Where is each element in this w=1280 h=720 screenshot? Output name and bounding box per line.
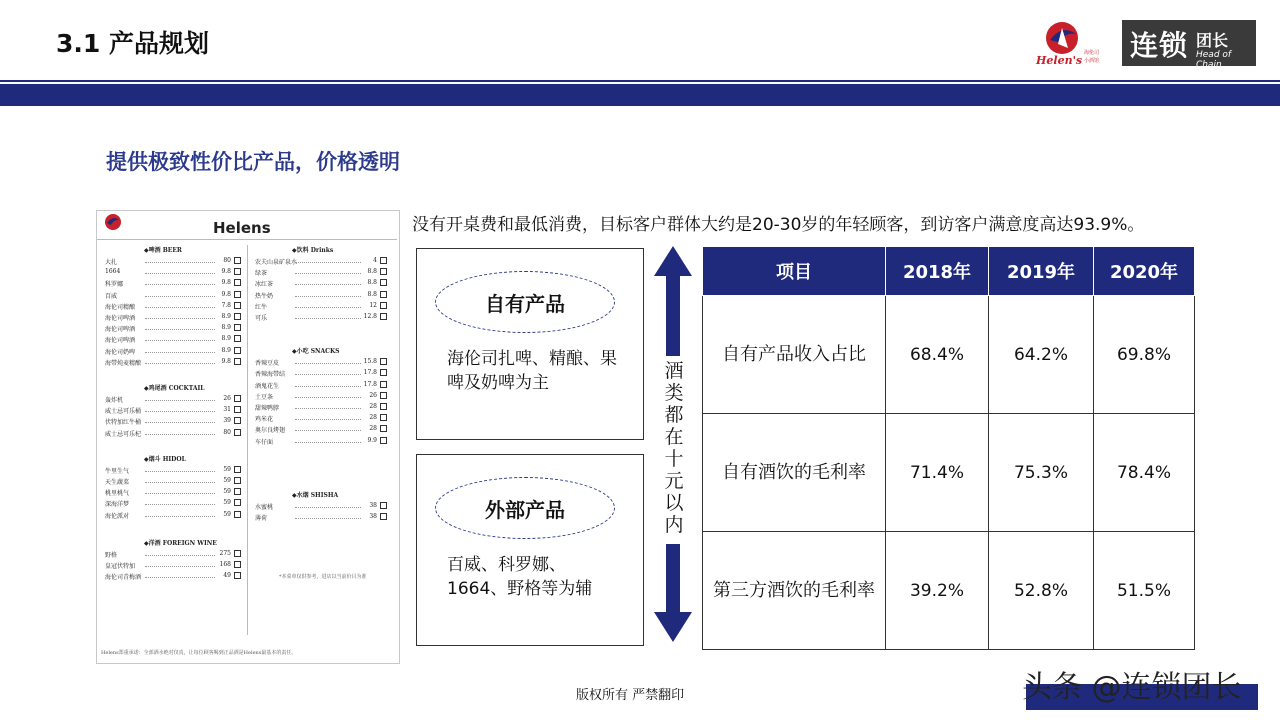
menu-item-checkbox — [380, 425, 387, 432]
menu-item-name: 奥尔良烤翅 — [255, 427, 286, 435]
menu-footer: Helens郑重承诺：全部酒水绝对仅真，让每位顾客喝到正品酒是Helens最基本的责任。 — [101, 650, 297, 656]
menu-item-checkbox — [234, 477, 241, 484]
menu-section-heading: ◆水烟 SHISHA — [292, 491, 339, 499]
menu-item-checkbox — [234, 257, 241, 264]
menu-item-name: 海伦司精酿 — [105, 303, 136, 311]
menu-item-checkbox — [380, 392, 387, 399]
header-divider — [0, 80, 1280, 82]
menu-item-checkbox — [380, 403, 387, 410]
menu-item-leader — [295, 261, 361, 263]
menu-item-price: 39 — [223, 417, 231, 425]
menu-item-name: 海伦司奶啤 — [105, 348, 136, 356]
menu-item-leader — [295, 272, 361, 274]
menu-item-checkbox — [380, 257, 387, 264]
table-header-cell: 2020年 — [1094, 247, 1195, 296]
table-row — [703, 414, 1195, 532]
menu-item — [105, 550, 243, 559]
menu-item-checkbox — [234, 417, 241, 424]
menu-item — [105, 347, 243, 356]
page-title: 3.1 产品规划 — [56, 29, 209, 58]
menu-item-name: 轰炸机 — [105, 397, 124, 404]
menu-item — [105, 511, 243, 520]
menu-item-checkbox — [234, 279, 241, 286]
menu-item-leader — [295, 385, 361, 387]
menu-item-name: 深海洋梦 — [105, 501, 130, 509]
menu-item-leader — [295, 317, 361, 319]
menu-item-checkbox — [234, 488, 241, 495]
menu-item-checkbox — [380, 268, 387, 275]
menu-item-name: 野格 — [105, 551, 118, 559]
menu-item-leader — [295, 418, 361, 420]
menu-item — [105, 477, 243, 486]
svg-text:海伦司: 海伦司 — [1084, 50, 1100, 56]
menu-item-checkbox — [234, 268, 241, 275]
menu-item-checkbox — [380, 279, 387, 286]
menu-item-checkbox — [380, 358, 387, 365]
table-header-row — [703, 247, 1195, 296]
menu-item-name: 天生蔬菜 — [105, 479, 130, 486]
menu-item-name: 鸡米花 — [255, 416, 274, 424]
menu-item-checkbox — [234, 291, 241, 298]
menu-item-price: 31 — [223, 406, 231, 414]
menu-item — [255, 257, 389, 266]
menu-item — [105, 417, 243, 426]
menu-item-name: 车仔面 — [255, 438, 274, 446]
arrow-caption-char: 以 — [664, 492, 684, 514]
section-subtitle: 提供极致性价比产品，价格透明 — [106, 150, 400, 174]
menu-item-leader — [145, 272, 215, 274]
menu-item-name: 海伦司啤酒 — [105, 326, 136, 334]
menu-item-leader — [145, 576, 215, 578]
menu-item-name: 香辣豆皮 — [255, 360, 280, 368]
table-cell: 39.2% — [886, 532, 989, 650]
arrow-caption-char: 元 — [664, 470, 684, 492]
logo-chain-en: Head of Chain — [1196, 50, 1232, 70]
menu-item-name: 1664 — [105, 268, 121, 276]
menu-item-checkbox — [234, 324, 241, 331]
menu-item-leader — [145, 481, 215, 483]
menu-item — [105, 335, 243, 344]
own-products-box — [416, 248, 644, 440]
arrow-caption-char: 内 — [664, 514, 684, 536]
menu-item-checkbox — [234, 572, 241, 579]
menu-item-price: 8.9 — [221, 346, 231, 354]
menu-column-divider — [247, 245, 248, 635]
menu-item-checkbox — [380, 437, 387, 444]
table-cell: 51.5% — [1094, 532, 1195, 650]
menu-section-heading: ◆鸡尾酒 COCKTAIL — [144, 385, 205, 392]
menu-item-leader — [145, 283, 215, 285]
arrow-caption — [661, 360, 687, 536]
logo-chain-big: 连锁 — [1130, 29, 1189, 62]
arrow-caption-char: 酒 — [664, 360, 684, 382]
watermark: 头条 @连锁团长 — [1022, 670, 1242, 705]
menu-item-price: 9.8 — [221, 290, 231, 298]
menu-item-checkbox — [380, 291, 387, 298]
menu-item-name: 海伦司啤酒 — [105, 315, 136, 322]
menu-section-heading: ◆饮料 Drinks — [292, 247, 334, 254]
menu-item-price: 8.9 — [221, 335, 231, 343]
description-text: 没有开桌费和最低消费，目标客户群体大约是20-30岁的年轻顾客，到访客户满意度高达93.9%。 — [412, 215, 1145, 235]
menu-item-leader — [145, 295, 215, 297]
external-products-text: 百威、科罗娜、1664、野格等为辅 — [447, 555, 593, 599]
menu-item-price: 8.8 — [367, 290, 377, 298]
menu-item-checkbox — [380, 302, 387, 309]
menu-item-name: 农夫山泉矿泉水 — [255, 259, 298, 266]
menu-item-name: 威士忌可乐杞 — [105, 430, 142, 438]
menu-item — [255, 437, 389, 446]
menu-item-leader — [145, 261, 215, 263]
menu-item-leader — [145, 421, 215, 423]
menu-item — [105, 291, 243, 300]
menu-item — [255, 502, 389, 511]
menu-item-leader — [145, 306, 215, 308]
menu-item — [105, 561, 243, 570]
table-header-cell: 2018年 — [886, 247, 989, 296]
menu-item-leader — [145, 339, 215, 341]
menu-note: *本菜单仅供参考，进店以当前价目为准 — [279, 574, 367, 580]
table-cell: 69.8% — [1094, 296, 1195, 414]
menu-item-name: 甜辣鸭脖 — [255, 405, 280, 412]
menu-item — [105, 313, 243, 322]
own-products-text: 海伦司扎啤、精酿、果啤及奶啤为主 — [447, 349, 617, 393]
menu-item — [105, 572, 243, 581]
menu-item-price: 80 — [223, 257, 231, 264]
menu-item-price: 4 — [373, 257, 377, 264]
menu-section-heading: ◆洋酒 FOREIGN WINE — [144, 539, 217, 547]
margin-table — [702, 246, 1195, 650]
menu-item — [255, 313, 389, 322]
menu-item-leader — [295, 517, 361, 519]
menu-item-name: 大扎 — [105, 259, 118, 266]
menu-item-price: 9.8 — [221, 357, 231, 365]
arrow-caption-char: 都 — [664, 404, 684, 426]
menu-item-name: 红牛 — [255, 303, 268, 311]
menu-item — [105, 257, 243, 266]
menu-item-leader — [295, 441, 361, 443]
menu-item-name: 土豆条 — [255, 393, 274, 401]
menu-item-leader — [295, 295, 361, 297]
menu-item-price: 12 — [369, 301, 377, 309]
menu-item-checkbox — [380, 313, 387, 320]
table-row — [703, 532, 1195, 650]
arrow-caption-char: 十 — [664, 448, 684, 470]
menu-item-price: 59 — [223, 488, 231, 496]
menu-item — [105, 324, 243, 333]
table-row — [703, 296, 1195, 414]
menu-item-leader — [295, 407, 361, 409]
menu-item-name: 海伦司啤酒 — [105, 337, 136, 345]
table-header-cell: 2019年 — [989, 247, 1094, 296]
menu-item-checkbox — [234, 429, 241, 436]
menu-item-name: 绿茶 — [255, 270, 268, 278]
menu-item-price: 38 — [369, 501, 377, 509]
menu-item-price: 275 — [219, 549, 231, 557]
menu-item-leader — [145, 515, 215, 517]
menu-item-price: 59 — [223, 499, 231, 507]
menu-item-price: 28 — [369, 425, 377, 433]
table-cell: 78.4% — [1094, 414, 1195, 532]
menu-item-price: 15.8 — [363, 358, 377, 366]
menu-item-price: 8.9 — [221, 313, 231, 320]
menu-item-price: 59 — [223, 477, 231, 484]
menu-item-price: 8.8 — [367, 279, 377, 287]
menu-item-name: 科罗娜 — [105, 281, 124, 289]
menu-item-leader — [295, 373, 361, 375]
menu-item-price: 9.9 — [367, 436, 377, 444]
menu-item-checkbox — [380, 414, 387, 421]
svg-text:小酒馆: 小酒馆 — [1084, 58, 1100, 64]
menu-item-name: 百威 — [105, 292, 118, 300]
menu-item-price: 59 — [223, 510, 231, 518]
menu-item-price: 38 — [369, 513, 377, 520]
menu-item-leader — [145, 399, 215, 401]
menu-item-leader — [145, 410, 215, 412]
menu-brand-rule — [97, 239, 397, 240]
menu-item — [255, 291, 389, 300]
menu-item-checkbox — [234, 395, 241, 402]
menu-item — [255, 403, 389, 412]
chain-leader-logo — [1122, 20, 1256, 70]
menu-item-price: 49 — [223, 572, 231, 580]
arrow-caption-char: 类 — [664, 382, 684, 404]
menu-section-heading: ◆烟斗 HIDOL — [144, 455, 186, 463]
menu-item-leader — [295, 306, 361, 308]
menu-section-heading: ◆小吃 SNACKS — [292, 348, 340, 356]
svg-text:Helen's: Helen's — [1036, 54, 1083, 67]
menu-item-price: 28 — [369, 403, 377, 410]
menu-item — [105, 268, 243, 277]
table-header-cell: 项目 — [703, 247, 886, 296]
menu-item — [255, 425, 389, 434]
row-label: 第三方酒饮的毛利率 — [703, 532, 886, 650]
menu-item-price: 9.8 — [221, 279, 231, 287]
menu-item — [255, 268, 389, 277]
menu-item-name: 酒鬼花生 — [255, 382, 280, 390]
row-label: 自有酒饮的毛利率 — [703, 414, 886, 532]
menu-item — [105, 406, 243, 415]
external-products-ellipse: 外部产品 — [435, 477, 615, 539]
arrow-caption-char: 在 — [664, 426, 684, 448]
menu-item — [255, 279, 389, 288]
menu-item — [105, 358, 243, 367]
menu-item-leader — [145, 351, 215, 353]
menu-item-name: 冰红茶 — [255, 281, 274, 289]
logo-chain-small: 团长 — [1196, 31, 1229, 50]
menu-item-price: 8.8 — [367, 268, 377, 276]
menu-item — [255, 513, 389, 522]
menu-item-name: 香辣海带结 — [255, 371, 286, 379]
menu-item-price: 17.8 — [363, 369, 377, 377]
menu-item-name: 海带炖麦精酿 — [105, 359, 142, 367]
menu-item-checkbox — [234, 313, 241, 320]
table-cell: 75.3% — [989, 414, 1094, 532]
menu-item-name: 热牛奶 — [255, 292, 274, 300]
menu-item — [255, 392, 389, 401]
menu-brand: Helens — [213, 219, 271, 237]
menu-item-leader — [145, 503, 215, 505]
menu-item — [105, 499, 243, 508]
own-products-ellipse: 自有产品 — [435, 271, 615, 333]
menu-item-name: 威士忌可乐桶 — [105, 408, 142, 416]
menu-item — [255, 414, 389, 423]
menu-item-leader — [295, 506, 361, 508]
menu-item-leader — [145, 362, 215, 364]
menu-item-checkbox — [380, 381, 387, 388]
menu-item-price: 26 — [223, 395, 231, 402]
menu-item-price: 80 — [223, 428, 231, 436]
menu-item-checkbox — [234, 561, 241, 568]
menu-item-leader — [295, 283, 361, 285]
table-cell: 52.8% — [989, 532, 1094, 650]
menu-item-name: 牛里生气 — [105, 467, 130, 475]
menu-item-checkbox — [234, 302, 241, 309]
menu-item-checkbox — [380, 369, 387, 376]
menu-item — [105, 279, 243, 288]
table-cell: 68.4% — [886, 296, 989, 414]
menu-item-name: 薄荷 — [255, 515, 268, 522]
menu-item-name: 水蜜桃 — [255, 503, 274, 511]
menu-item — [105, 429, 243, 438]
copyright-text: 版权所有 严禁翻印 — [576, 688, 685, 703]
menu-item-checkbox — [234, 499, 241, 506]
menu-item-checkbox — [380, 502, 387, 509]
menu-item-name: 伏特加红牛桶 — [105, 419, 142, 427]
menu-item-leader — [295, 429, 361, 431]
menu-item-leader — [295, 362, 361, 364]
menu-item-leader — [145, 328, 215, 330]
menu-item-price: 26 — [369, 391, 377, 399]
menu-item-price: 7.8 — [221, 301, 231, 309]
menu-item-leader — [145, 470, 215, 472]
menu-item-leader — [145, 433, 215, 435]
table-cell: 64.2% — [989, 296, 1094, 414]
menu-item-checkbox — [234, 358, 241, 365]
row-label: 自有产品收入占比 — [703, 296, 886, 414]
menu-item-price: 17.8 — [363, 380, 377, 388]
menu-item-price: 59 — [223, 465, 231, 473]
table-cell: 71.4% — [886, 414, 989, 532]
menu-image — [96, 210, 400, 664]
menu-item — [105, 488, 243, 497]
menu-item-checkbox — [234, 406, 241, 413]
menu-item — [255, 369, 389, 378]
menu-item-price: 8.9 — [221, 324, 231, 332]
menu-item-leader — [145, 492, 215, 494]
menu-item — [105, 395, 243, 404]
menu-section-heading: ◆啤酒 BEER — [144, 247, 182, 254]
menu-item-checkbox — [234, 335, 241, 342]
menu-item — [105, 302, 243, 311]
menu-item-leader — [145, 554, 215, 556]
menu-item-name: 可乐 — [255, 315, 268, 322]
menu-item-checkbox — [234, 550, 241, 557]
menu-item-name: 皇冠伏特加 — [105, 563, 136, 570]
menu-item-checkbox — [380, 513, 387, 520]
menu-item-name: 海伦派对 — [105, 512, 130, 520]
header-band — [0, 84, 1280, 106]
menu-item-price: 28 — [369, 414, 377, 422]
menu-item-name: 海伦司青梅酒 — [105, 574, 142, 582]
menu-item-name: 桃里桃气 — [105, 490, 130, 498]
menu-item-price: 168 — [219, 561, 231, 568]
menu-item — [255, 358, 389, 367]
menu-item-checkbox — [234, 347, 241, 354]
menu-item — [255, 381, 389, 390]
menu-item-leader — [295, 396, 361, 398]
menu-item-price: 9.8 — [221, 268, 231, 276]
menu-item-price: 12.8 — [363, 313, 377, 320]
menu-item — [255, 302, 389, 311]
helens-logo — [1032, 18, 1110, 70]
menu-item-checkbox — [234, 466, 241, 473]
external-products-box — [416, 454, 644, 646]
menu-item-checkbox — [234, 511, 241, 518]
menu-item — [105, 466, 243, 475]
menu-item-leader — [145, 565, 215, 567]
menu-logo-icon — [101, 213, 125, 231]
menu-item-leader — [145, 317, 215, 319]
